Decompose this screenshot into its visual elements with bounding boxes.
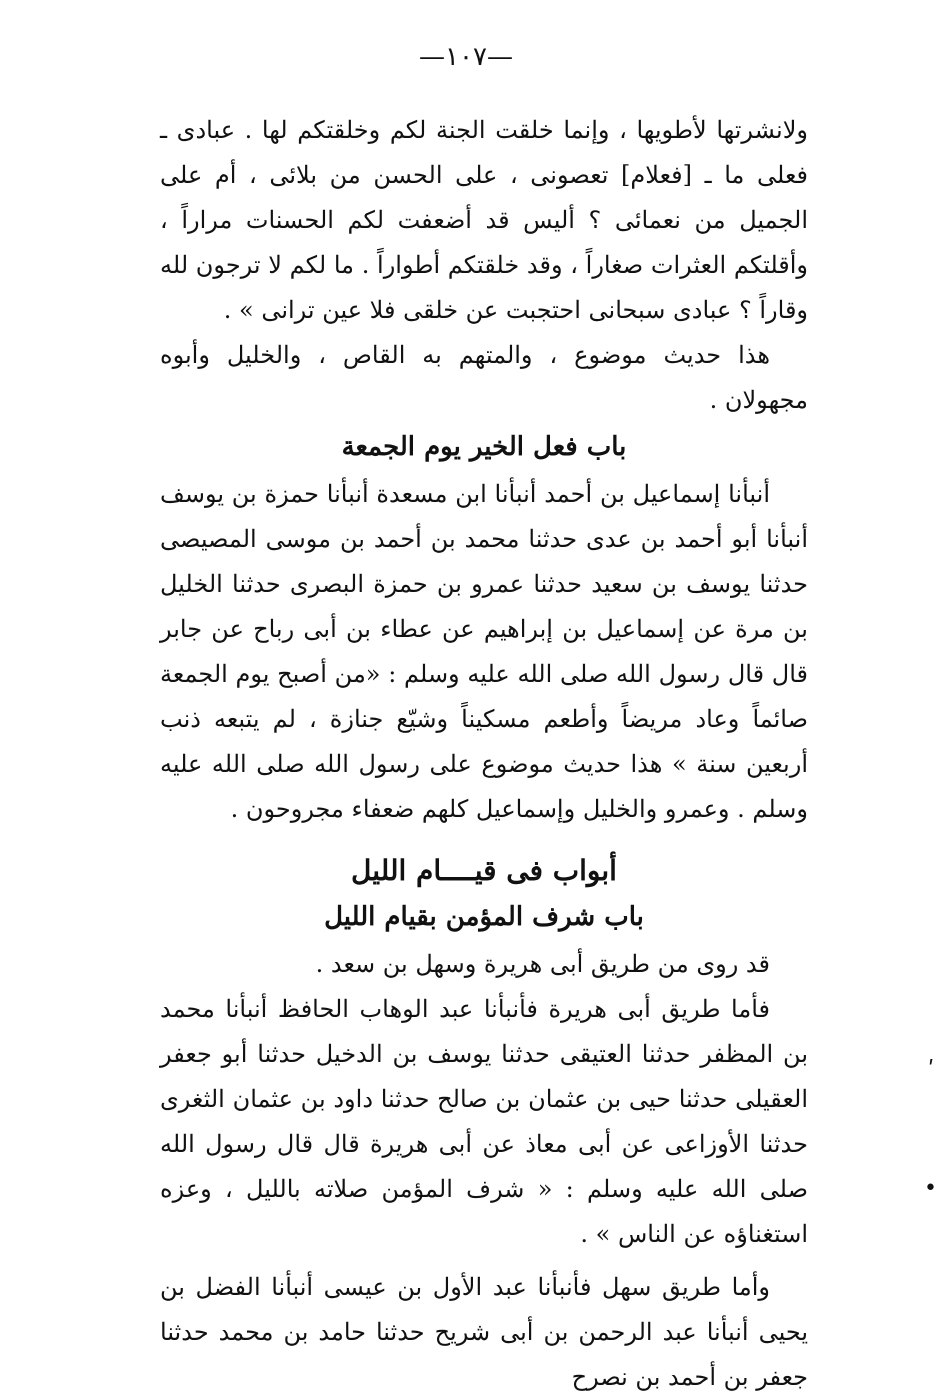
spacer [160,832,808,846]
spacer [160,1257,808,1265]
page-number: —١٠٧— [419,42,513,72]
paragraph-abu-hurayra-route: فأما طريق أبى هريرة فأنبأنا عبد الوهاب الحافظ أنبأنا محمد بن المظفر حدثنا العتيقى حدثنا يوسف بن الدخيل حدثنا أبو جعفر العقيلى حدثنا حيى بن عثمان بن صالح حدثنا داود بن عثمان الثغرى حدثنا الأوزاعى عن أبى معاذ عن أبى هريرة قال قال رسول الله صلى الله عليه وسلم : « شرف المؤمن صلاته بالليل ، وعزه استغناؤه عن الناس » . [160,995,808,1248]
margin-mark: • [924,1176,937,1201]
paragraph-sahl-route: وأما طريق سهل فأنبأنا عبد الأول بن عيسى أنبأنا الفضل بن يحيى أنبأنا عبد الرحمن بن أبى شريح حدثنا حامد بن محمد حدثنا جعفر بن أحمد بن نصرح [160,1273,809,1391]
section-heading-night-prayer: باب شرف المؤمن بقيام الليل [324,902,644,932]
margin-mark: ʹ [928,1058,935,1083]
fabrication-note: هذا حديث موضوع ، والمتهم به القاص ، والخليل وأبوه مجهولان . [160,341,808,414]
paragraph-friday-hadith: أنبأنا إسماعيل بن أحمد أنبأنا ابن مسعدة أنبأنا حمزة بن يوسف أنبأنا أبو أحمد بن عدى حدثنا محمد بن أحمد بن موسى المصيصى حدثنا يوسف بن سعيد حدثنا عمرو بن حمزة البصرى حدثنا الخليل بن مرة عن إسماعيل بن إبراهيم عن عطاء بن أبى رباح عن جابر قال قال رسول الله صلى الله عليه وسلم : «من أصبح يوم الجمعة صائماً وعاد مريضاً وأطعم مسكيناً وشيّع جنازة ، لم يتبعه ذنب أربعين سنة » هذا حديث موضوع على رسول الله صلى الله عليه وسلم . وعمرو والخليل وإسماعيل كلهم ضعفاء مجروحون . [160,480,808,823]
paragraph-narration-routes: قد روى من طريق أبى هريرة وسهل بن سعد . [315,950,770,978]
section-heading-friday: باب فعل الخير يوم الجمعة [341,432,627,462]
paragraph-hadith-ending: ولانشرتها لأطويها ، وإنما خلقت الجنة لكم وخلقتكم لها . عبادى ـ فعلى ما ـ [فعلام] تعصونى ، على الحسن من بلائى ، أم على الجميل من نعمائى ؟ أليس قد أضعفت لكم الحسنات مراراً ، وأقلتكم العثرات صغاراً ، وقد خلقتكم أطواراً . ما لكم لا ترجون لله وقاراً ؟ عبادى سبحانى احتجبت عن خلقى فلا عين ترانى » . [160,116,808,324]
chapter-heading-night-prayer: أبواب فى قيــــام الليل [351,854,617,887]
page-body [160,108,808,1400]
